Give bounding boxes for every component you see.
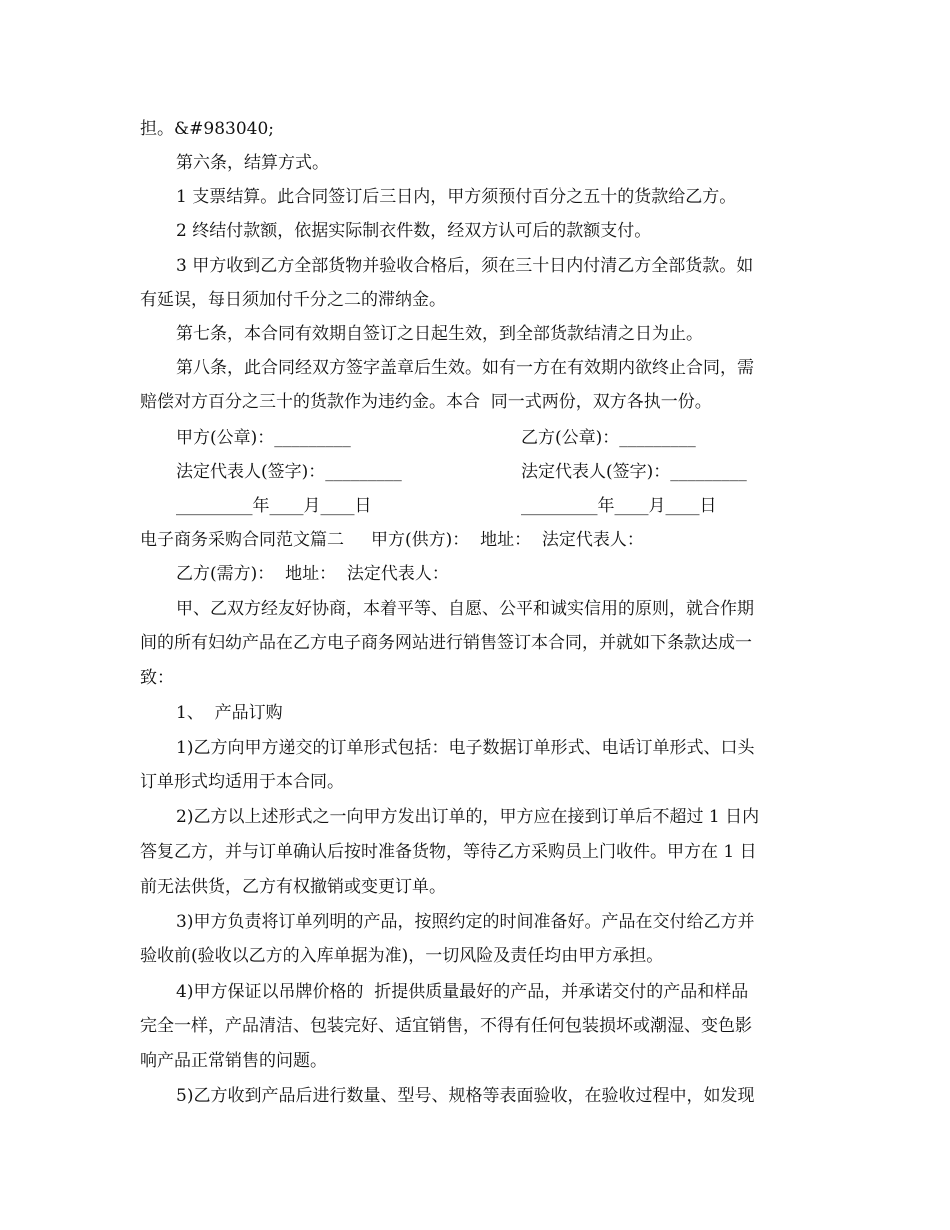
party-a-seal: 甲方(公章)：_________ — [176, 428, 351, 448]
text-line: 验收前(验收以乙方的入库单据为准)，一切风险及责任均由甲方承担。 — [140, 946, 664, 966]
text-line: 1)乙方向甲方递交的订单形式包括：电子数据订单形式、电话订单形式、口头 — [176, 738, 755, 758]
text-line: 第六条，结算方式。 — [176, 153, 329, 173]
text-line: 响产品正常销售的问题。 — [140, 1051, 327, 1071]
text-line: 第七条，本合同有效期自签订之日起生效，到全部货款结清之日为止。 — [176, 324, 703, 344]
text-line: 有延误，每日须加付千分之二的滞纳金。 — [140, 290, 446, 310]
text-line: 前无法供货，乙方有权撤销或变更订单。 — [140, 877, 446, 897]
text-line: 答复乙方，并与订单确认后按时准备货物，等待乙方采购员上门收件。甲方在 1 日 — [140, 842, 757, 862]
text-line: 间的所有妇幼产品在乙方电子商务网站进行销售签订本合同，并就如下条款达成一 — [140, 633, 752, 653]
text-line: 3)甲方负责将订单列明的产品，按照约定的时间准备好。产品在交付给乙方并 — [176, 912, 755, 932]
party-a-representative: 法定代表人(签字)：_________ — [176, 462, 402, 482]
party-a-date: _________年____月____日 — [176, 496, 372, 516]
section-heading: 电子商务采购合同范文篇二 甲方(供方)： 地址： 法定代表人： — [140, 530, 644, 550]
text-line: 赔偿对方百分之三十的货款作为违约金。本合 同一式两份，双方各执一份。 — [140, 392, 712, 412]
text-line: 3 甲方收到乙方全部货物并验收合格后，须在三十日内付清乙方全部货款。如 — [176, 256, 754, 276]
text-line: 订单形式均适用于本合同。 — [140, 772, 344, 792]
text-line: 第八条，此合同经双方签字盖章后生效。如有一方在有效期内欲终止合同，需 — [176, 358, 754, 378]
party-b-date: _________年____月____日 — [521, 496, 717, 516]
text-line: 担。&#983040; — [140, 119, 274, 139]
text-line: 5)乙方收到产品后进行数量、型号、规格等表面验收，在验收过程中，如发现 — [176, 1086, 755, 1106]
text-line: 2)乙方以上述形式之一向甲方发出订单的，甲方应在接到订单后不超过 1 日内 — [176, 807, 760, 827]
text-line: 2 终结付款额，依据实际制衣件数，经双方认可后的款额支付。 — [176, 221, 652, 241]
text-line: 完全一样，产品清洁、包装完好、适宜销售，不得有任何包装损坏或潮湿、变色影 — [140, 1016, 752, 1036]
text-line: 甲、乙双方经友好协商，本着平等、自愿、公平和诚实信用的原则，就合作期 — [176, 599, 754, 619]
party-b-representative: 法定代表人(签字)：_________ — [521, 462, 747, 482]
text-line: 1 支票结算。此合同签订后三日内，甲方须预付百分之五十的货款给乙方。 — [176, 187, 737, 207]
text-line: 致： — [140, 668, 174, 688]
party-b-seal: 乙方(公章)：_________ — [521, 428, 696, 448]
text-line: 1、 产品订购 — [176, 703, 283, 723]
text-line: 4)甲方保证以吊牌价格的 折提供质量最好的产品，并承诺交付的产品和样品 — [176, 982, 749, 1002]
text-line: 乙方(需方)： 地址： 法定代表人： — [176, 564, 449, 584]
